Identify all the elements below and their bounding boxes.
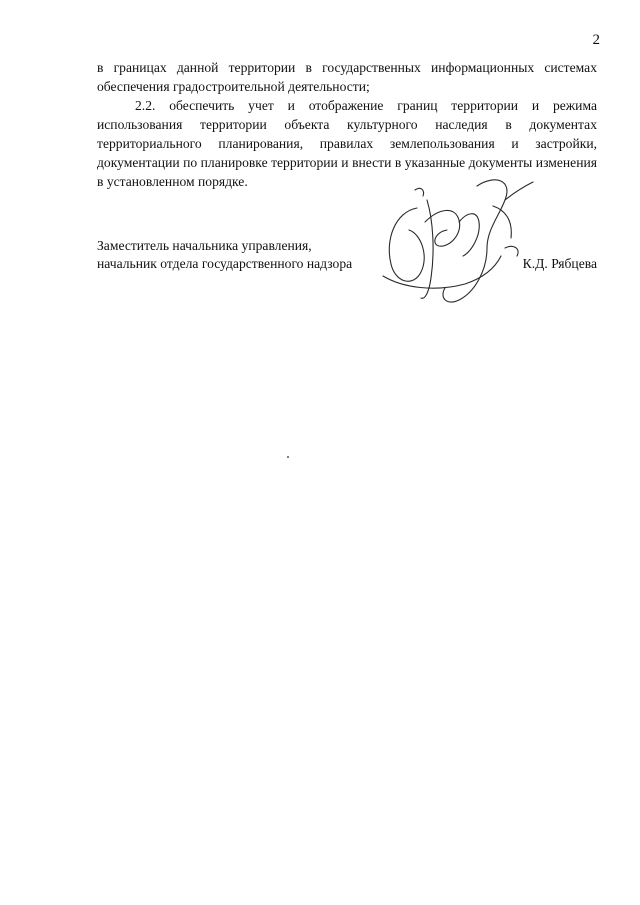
signer-name: К.Д. Рябцева [522, 256, 597, 271]
signer-position-line-2: начальник отдела государственного надзора [97, 256, 353, 271]
paragraph-item-2-2: 2.2. обеспечить учет и отображение границ территории и режима использования территории объекта культурного наследия в документах территориального планирования, правилах землепользования и застройки, документации по планировке территории и внести в указанные документы изменения в установленном порядке. [97, 98, 597, 189]
handwritten-signature [355, 160, 545, 310]
page-number: 2 [592, 32, 600, 48]
scan-speck [287, 456, 289, 458]
signer-position-line-1: Заместитель начальника управления, [97, 238, 312, 253]
paragraph-continuation: в границах данной территории в государственных информационных системах обеспечения градостроительной деятельности; [97, 60, 597, 94]
